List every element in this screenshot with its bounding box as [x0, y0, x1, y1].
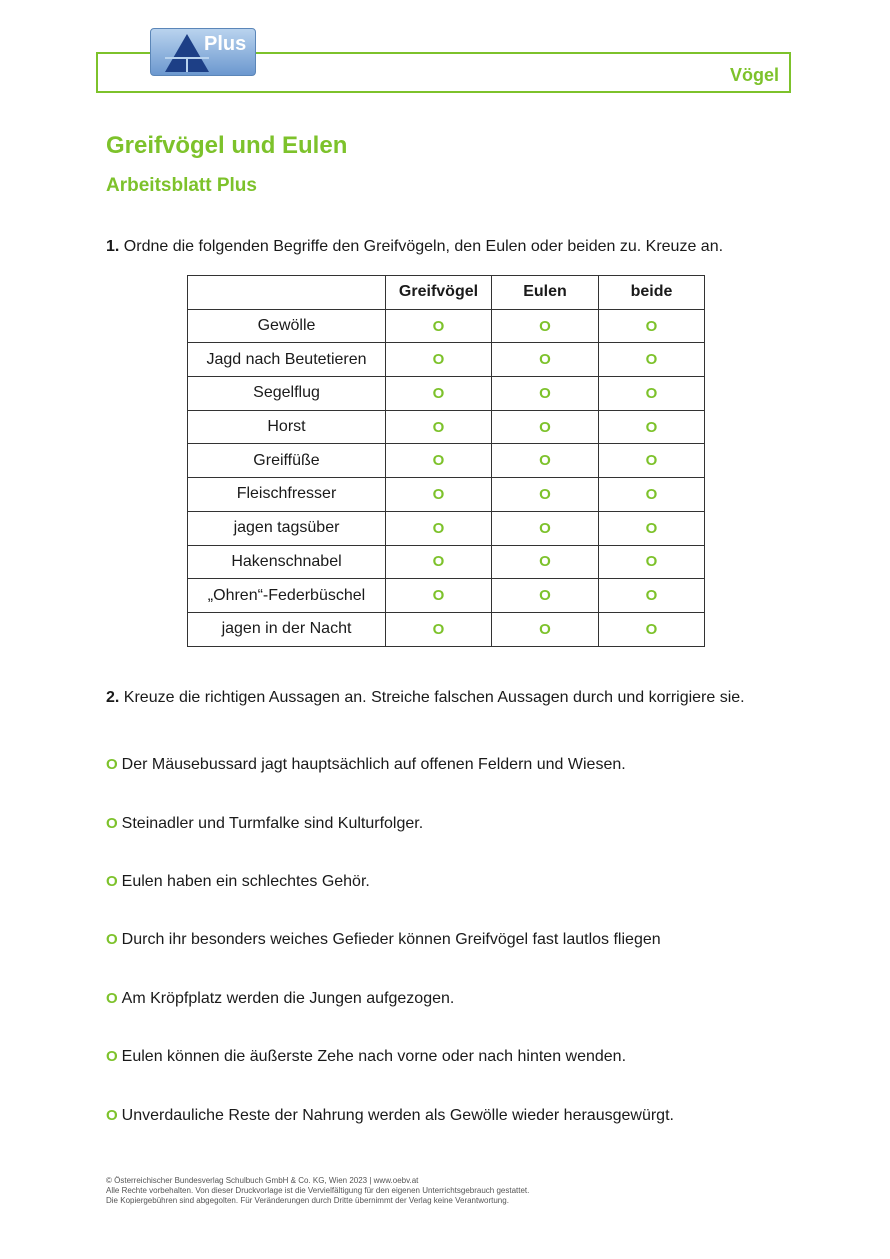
statement-text: Der Mäusebussard jagt hauptsächlich auf offenen Feldern und Wiesen. — [121, 756, 626, 773]
row-label: Hakenschnabel — [188, 545, 386, 579]
row-label: „Ohren“-Federbüschel — [188, 579, 386, 613]
statement-text: Eulen haben ein schlechtes Gehör. — [121, 873, 370, 890]
table-row — [188, 377, 705, 411]
row-label: Segelflug — [188, 377, 386, 411]
checkbox-circle-greifvoegel[interactable]: O — [386, 309, 492, 343]
task-2 — [106, 689, 745, 707]
row-label: Greiffüße — [188, 444, 386, 478]
triangle-logo-icon — [165, 34, 209, 72]
checkbox-circle[interactable]: O — [106, 990, 118, 1007]
plus-logo — [150, 28, 256, 76]
checkbox-circle-beide[interactable]: O — [599, 343, 705, 377]
row-label: Fleischfresser — [188, 478, 386, 512]
checkbox-circle-greifvoegel[interactable]: O — [386, 444, 492, 478]
checkbox-circle-beide[interactable]: O — [599, 444, 705, 478]
footer — [106, 1176, 529, 1206]
page-subtitle: Arbeitsblatt Plus — [106, 175, 257, 196]
row-label: Gewölle — [188, 309, 386, 343]
topic-label: Vögel — [729, 65, 779, 85]
checkbox-circle-beide[interactable]: O — [599, 410, 705, 444]
footer-line-2: Alle Rechte vorbehalten. Von dieser Druckvorlage ist die Vervielfältigung für den eigenen Unterrichtsgebrauch gestattet. — [106, 1186, 530, 1195]
checkbox-circle-eulen[interactable]: O — [492, 377, 599, 411]
checkbox-circle-eulen[interactable]: O — [492, 511, 599, 545]
table-row — [188, 545, 705, 579]
checkbox-circle-beide[interactable]: O — [599, 545, 705, 579]
statement-text: Steinadler und Turmfalke sind Kulturfolger. — [121, 815, 424, 832]
logo-text: Plus — [204, 33, 247, 55]
classification-table — [187, 275, 705, 647]
checkbox-circle-greifvoegel[interactable]: O — [386, 579, 492, 613]
header-cell-beide: beide — [599, 276, 705, 310]
checkbox-circle-eulen[interactable]: O — [492, 478, 599, 512]
task-2-number: 2. — [106, 689, 120, 706]
checkbox-circle-eulen[interactable]: O — [492, 444, 599, 478]
checkbox-circle-eulen[interactable]: O — [492, 612, 599, 646]
page-title: Greifvögel und Eulen — [106, 132, 348, 159]
checkbox-circle-eulen[interactable]: O — [492, 579, 599, 613]
checkbox-circle-greifvoegel[interactable]: O — [386, 478, 492, 512]
table-row — [188, 343, 705, 377]
table-row — [188, 612, 705, 646]
row-label: Horst — [188, 410, 386, 444]
table-row — [188, 309, 705, 343]
header-cell-eulen: Eulen — [492, 276, 599, 310]
statement-text: Am Kröpfplatz werden die Jungen aufgezogen. — [121, 990, 455, 1007]
statement-item — [106, 990, 454, 1008]
checkbox-circle-greifvoegel[interactable]: O — [386, 612, 492, 646]
statement-text: Eulen können die äußerste Zehe nach vorne oder nach hinten wenden. — [121, 1048, 627, 1065]
checkbox-circle-greifvoegel[interactable]: O — [386, 511, 492, 545]
statement-text: Durch ihr besonders weiches Gefieder können Greifvögel fast lautlos fliegen — [121, 931, 661, 948]
table-row — [188, 444, 705, 478]
statement-item — [106, 1048, 626, 1066]
checkbox-circle-beide[interactable]: O — [599, 511, 705, 545]
row-label: jagen in der Nacht — [188, 612, 386, 646]
checkbox-circle-beide[interactable]: O — [599, 377, 705, 411]
checkbox-circle-eulen[interactable]: O — [492, 410, 599, 444]
footer-line-1: © Österreichischer Bundesverlag Schulbuch GmbH & Co. KG, Wien 2023 | www.oebv.at — [106, 1176, 419, 1185]
checkbox-circle[interactable]: O — [106, 1048, 118, 1065]
checkbox-circle-eulen[interactable]: O — [492, 309, 599, 343]
checkbox-circle[interactable]: O — [106, 873, 118, 890]
statement-item — [106, 1107, 674, 1125]
task-1 — [106, 238, 723, 256]
checkbox-circle-greifvoegel[interactable]: O — [386, 410, 492, 444]
statement-item — [106, 931, 661, 949]
table-row — [188, 478, 705, 512]
checkbox-circle-greifvoegel[interactable]: O — [386, 545, 492, 579]
checkbox-circle[interactable]: O — [106, 1107, 118, 1124]
row-label: Jagd nach Beutetieren — [188, 343, 386, 377]
checkbox-circle-beide[interactable]: O — [599, 612, 705, 646]
checkbox-circle-beide[interactable]: O — [599, 579, 705, 613]
table-row — [188, 511, 705, 545]
statement-item — [106, 756, 626, 774]
task-1-text: Ordne die folgenden Begriffe den Greifvögeln, den Eulen oder beiden zu. Kreuze an. — [123, 238, 724, 255]
checkbox-circle-beide[interactable]: O — [599, 478, 705, 512]
checkbox-circle-beide[interactable]: O — [599, 309, 705, 343]
task-2-text: Kreuze die richtigen Aussagen an. Streiche falschen Aussagen durch und korrigiere sie. — [123, 689, 745, 706]
checkbox-circle-greifvoegel[interactable]: O — [386, 343, 492, 377]
checkbox-circle[interactable]: O — [106, 815, 118, 832]
table-row — [188, 410, 705, 444]
checkbox-circle-eulen[interactable]: O — [492, 343, 599, 377]
header-cell-greifvoegel: Greifvögel — [386, 276, 492, 310]
checkbox-circle-greifvoegel[interactable]: O — [386, 377, 492, 411]
row-label: jagen tagsüber — [188, 511, 386, 545]
statement-item — [106, 815, 423, 833]
statement-item — [106, 873, 370, 891]
statement-text: Unverdauliche Reste der Nahrung werden als Gewölle wieder herausgewürgt. — [121, 1107, 674, 1124]
task-1-number: 1. — [106, 238, 120, 255]
table-header-row — [188, 276, 705, 310]
checkbox-circle[interactable]: O — [106, 756, 118, 773]
footer-line-3: Die Kopiergebühren sind abgegolten. Für Veränderungen durch Dritte übernimmt der Verlag keine Verantwortung. — [106, 1196, 509, 1205]
checkbox-circle[interactable]: O — [106, 931, 118, 948]
table-row — [188, 579, 705, 613]
checkbox-circle-eulen[interactable]: O — [492, 545, 599, 579]
header-cell-empty — [188, 276, 386, 310]
